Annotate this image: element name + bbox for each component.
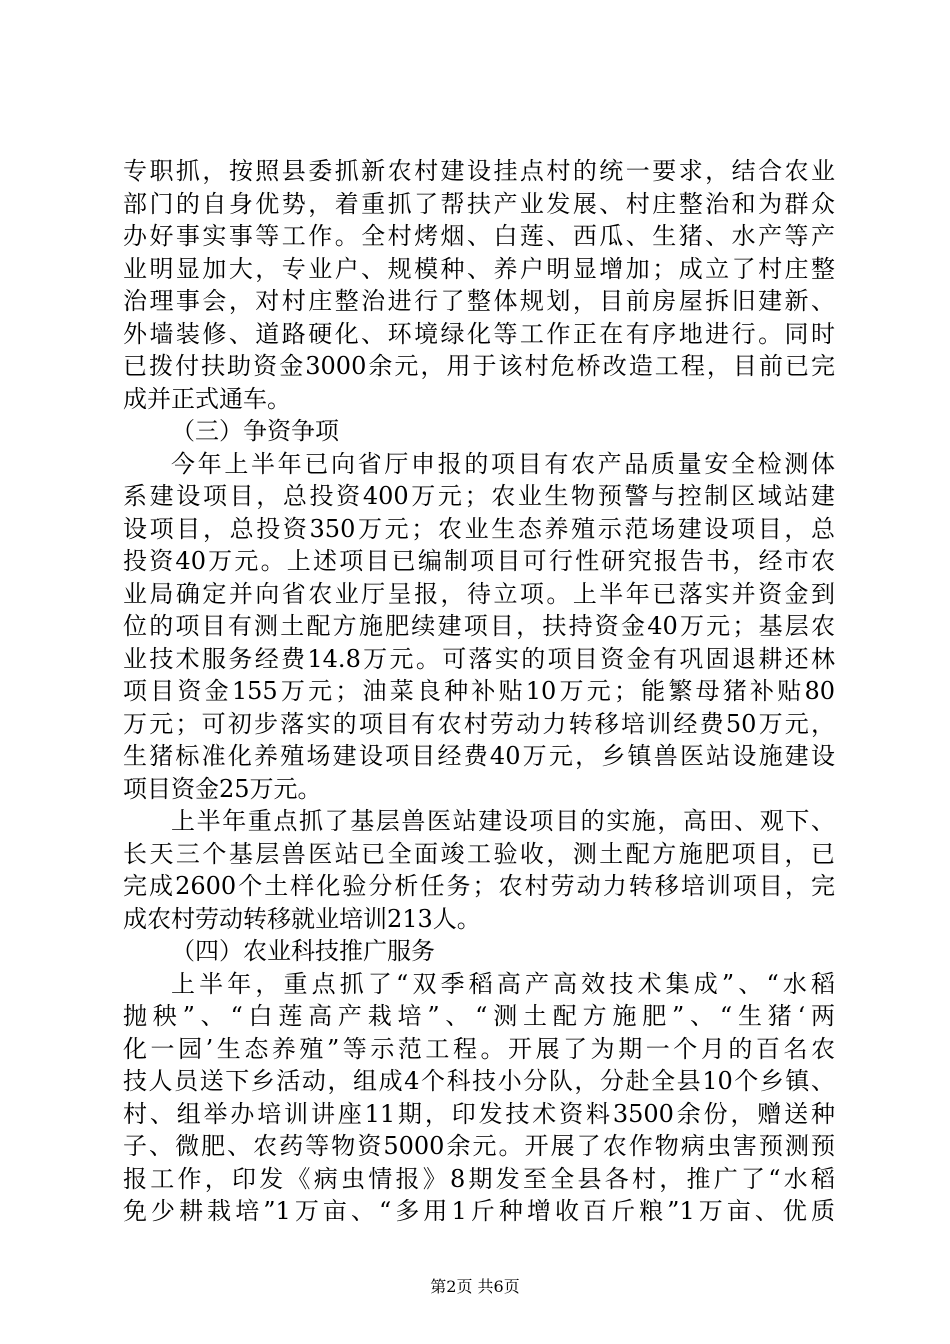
text-line: 成并正式通车。 bbox=[123, 384, 291, 413]
text-line: 业局确定并向省农业厅呈报，待立项。上半年已落实并资金到 bbox=[123, 579, 835, 608]
text-line: 业技术服务经费14.8万元。可落实的项目资金有巩固退耕还林 bbox=[123, 644, 835, 673]
text-line: 抛秧”、“白莲高产栽培”、“测土配方施肥”、“生猪‘两 bbox=[123, 1002, 835, 1030]
text-line: 成农村劳动转移就业培训213人。 bbox=[123, 904, 481, 933]
text-line: 生猪标准化养殖场建设项目经费40万元，乡镇兽医站设施建设 bbox=[123, 742, 835, 770]
text-line: 位的项目有测土配方施肥续建项目，扶持资金40万元；基层农 bbox=[123, 612, 835, 640]
text-line: 外墙装修、道路硬化、环境绿化等工作正在有序地进行。同时 bbox=[123, 319, 835, 348]
text-line: 设项目，总投资350万元；农业生态养殖示范场建设项目，总 bbox=[123, 514, 835, 543]
text-line: 专职抓，按照县委抓新农村建设挂点村的统一要求，结合农业 bbox=[123, 157, 835, 185]
text-line: 报工作，印发《病虫情报》8期发至全县各村，推广了“水稻 bbox=[123, 1164, 835, 1193]
text-line: 技人员送下乡活动，组成4个科技小分队，分赴全县10个乡镇、 bbox=[123, 1067, 835, 1095]
document-body bbox=[123, 155, 835, 1228]
text-line: 今年上半年已向省厅申报的项目有农产品质量安全检测体 bbox=[171, 449, 835, 478]
text-line: 万元；可初步落实的项目有农村劳动力转移培训经费50万元， bbox=[123, 709, 835, 738]
text-line: 长天三个基层兽医站已全面竣工验收，测土配方施肥项目，已 bbox=[123, 839, 835, 868]
text-line: （四）农业科技推广服务 bbox=[171, 937, 435, 965]
text-line: 项目资金155万元；油菜良种补贴10万元；能繁母猪补贴80 bbox=[123, 677, 835, 705]
text-line: 化一园’生态养殖”等示范工程。开展了为期一个月的百名农 bbox=[123, 1034, 835, 1063]
text-line: 完成2600个土样化验分析任务；农村劳动力转移培训项目，完 bbox=[123, 872, 835, 900]
page-number-footer: 第2页 共6页 bbox=[430, 1277, 520, 1296]
text-line: 村、组举办培训讲座11期，印发技术资料3500余份，赠送种 bbox=[123, 1099, 835, 1128]
text-line: 上半年，重点抓了“双季稻高产高效技术集成”、“水稻 bbox=[171, 969, 835, 998]
text-line: （三）争资争项 bbox=[171, 417, 339, 445]
text-line: 部门的自身优势，着重抓了帮扶产业发展、村庄整治和为群众 bbox=[123, 189, 835, 218]
text-line: 办好事实事等工作。全村烤烟、白莲、西瓜、生猪、水产等产 bbox=[123, 222, 835, 250]
text-line: 上半年重点抓了基层兽医站建设项目的实施，高田、观下、 bbox=[171, 807, 835, 835]
text-line: 已拨付扶助资金3000余元，用于该村危桥改造工程，目前已完 bbox=[123, 352, 835, 380]
text-line: 投资40万元。上述项目已编制项目可行性研究报告书，经市农 bbox=[123, 547, 835, 575]
text-line: 治理事会，对村庄整治进行了整体规划，目前房屋拆旧建新、 bbox=[123, 287, 835, 315]
text-line: 子、微肥、农药等物资5000余元。开展了农作物病虫害预测预 bbox=[123, 1132, 835, 1160]
text-line: 业明显加大，专业户、规模种、养户明显增加；成立了村庄整 bbox=[123, 254, 835, 283]
text-line: 免少耕栽培”1万亩、“多用1斤种增收百斤粮”1万亩、优质 bbox=[123, 1197, 835, 1225]
text-line: 项目资金25万元。 bbox=[123, 774, 322, 803]
text-line: 系建设项目，总投资400万元；农业生物预警与控制区域站建 bbox=[123, 482, 835, 510]
